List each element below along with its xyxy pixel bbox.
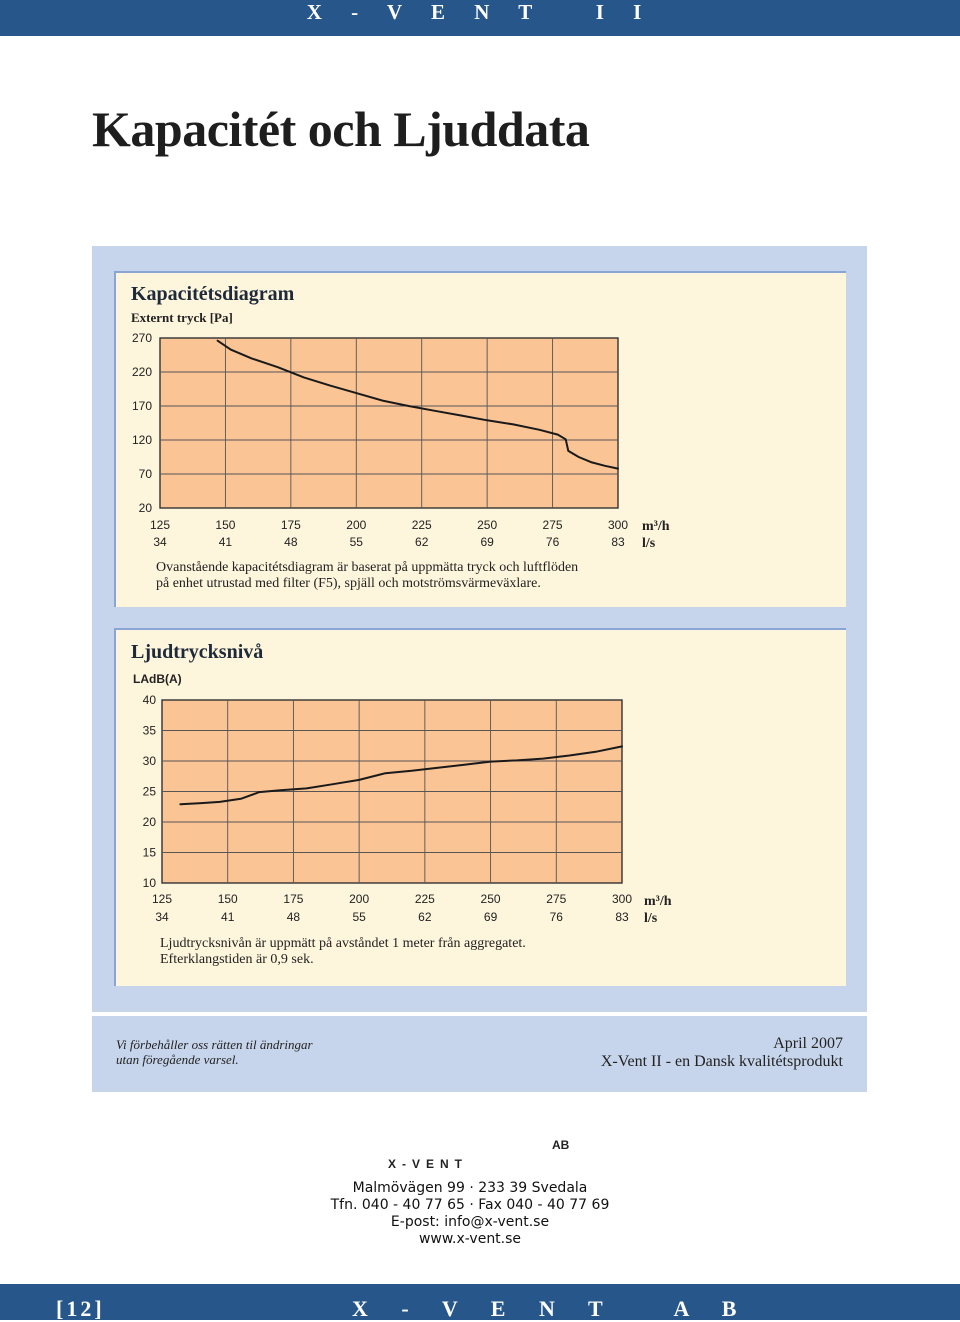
sound-subtitle: LAdB(A) — [133, 672, 182, 686]
sound-x-tick-label: 125 — [151, 892, 173, 906]
disclaimer — [116, 1037, 313, 1067]
sound-title: Ljudtrycksnivå — [131, 641, 264, 663]
sound-x-tick-label: 275 — [546, 892, 567, 906]
footer-tagline: X-Vent II - en Dansk kvalitétsprodukt — [600, 1053, 843, 1070]
capacity-x-tick-label-secondary: 69 — [480, 535, 494, 549]
sound-x-tick-label: 250 — [480, 892, 501, 906]
capacity-x-tick-label: 150 — [215, 518, 236, 532]
disclaimer-line2: utan föregående varsel. — [116, 1052, 239, 1067]
sound-y-tick-label: 35 — [142, 723, 156, 738]
capacity-y-tick-label: 70 — [138, 467, 152, 481]
capacity-x-tick-label-secondary: 48 — [284, 535, 298, 549]
capacity-y-tick-label: 170 — [131, 399, 152, 413]
sound-unit-ls: l/s — [644, 911, 658, 926]
sound-unit-m3h: m³/h — [644, 894, 672, 909]
sound-x-tick-label: 200 — [349, 892, 370, 906]
sound-x-tick-label-secondary: 34 — [155, 910, 169, 924]
sound-y-tick-label: 40 — [142, 693, 156, 707]
sound-note-line1: Ljudtrycksnivån är uppmätt på avståndet 1 meter från aggregatet. — [160, 936, 526, 951]
header-title: X - V E N T I I — [306, 0, 654, 24]
capacity-chart — [120, 325, 660, 555]
sound-x-tick-label-secondary: 55 — [352, 910, 366, 924]
capacity-note-line1: Ovanstående kapacitétsdiagram är baserat på uppmätta tryck och luftflöden — [156, 560, 579, 575]
capacity-y-tick-label: 270 — [131, 331, 152, 345]
capacity-y-tick-label: 20 — [138, 501, 152, 515]
sound-x-tick-label: 225 — [414, 892, 435, 906]
sound-y-tick-label: 15 — [142, 845, 156, 860]
capacity-x-tick-label: 300 — [607, 518, 629, 532]
contact-info — [280, 1180, 660, 1248]
footer-date: April 2007 — [773, 1035, 843, 1052]
sound-x-tick-label: 300 — [611, 892, 633, 906]
capacity-y-tick-label: 220 — [131, 365, 152, 379]
sound-x-tick-label-secondary: 41 — [221, 910, 235, 924]
sound-y-tick-label: 25 — [142, 784, 156, 799]
capacity-unit-m3h: m³/h — [642, 519, 670, 534]
capacity-x-tick-label: 175 — [280, 518, 301, 532]
footer-right — [601, 1035, 843, 1071]
sound-x-tick-label-secondary: 76 — [549, 910, 563, 924]
company-email: E-post: info@x-vent.se — [390, 1214, 550, 1230]
capacity-x-tick-label-secondary: 62 — [415, 535, 429, 549]
sound-note-line2: Efterklangstiden är 0,9 sek. — [160, 952, 314, 967]
sound-x-tick-label-secondary: 62 — [418, 910, 432, 924]
capacity-x-tick-label: 250 — [477, 518, 498, 532]
capacity-x-tick-label-secondary: 41 — [218, 535, 233, 549]
page-number: [12] — [56, 1296, 105, 1321]
sound-y-tick-label: 10 — [142, 876, 156, 890]
sound-note — [160, 936, 526, 968]
logo-text: X-VENT — [388, 1157, 469, 1171]
company-website: www.x-vent.se — [418, 1231, 522, 1247]
sound-x-tick-label-secondary: 83 — [615, 910, 629, 924]
capacity-x-tick-label: 225 — [411, 518, 432, 532]
sound-x-tick-label: 175 — [283, 892, 304, 906]
sound-chart — [120, 688, 660, 928]
capacity-x-tick-label-secondary: 83 — [611, 535, 625, 549]
sound-x-tick-label-secondary: 69 — [483, 910, 498, 924]
capacity-title: Kapacitétsdiagram — [131, 283, 295, 305]
logo-suffix: AB — [552, 1138, 570, 1152]
company-address: Malmövägen 99 · 233 39 Svedala — [352, 1180, 588, 1196]
capacity-x-tick-label: 200 — [346, 518, 367, 532]
x-vent-logo — [388, 1136, 578, 1172]
sound-x-tick-label: 150 — [217, 892, 238, 906]
sound-y-tick-label: 20 — [142, 815, 156, 829]
capacity-unit-ls: l/s — [642, 536, 656, 551]
page-title: Kapacitét och Ljuddata — [92, 101, 590, 157]
capacity-x-tick-label-secondary: 55 — [349, 535, 363, 549]
capacity-note-line2: på enhet utrustad med filter (F5), spjäll och motströmsvärmeväxlare. — [156, 576, 541, 591]
capacity-x-tick-label-secondary: 76 — [545, 535, 560, 549]
bottom-brand: X - V E N T A B — [352, 1296, 751, 1321]
capacity-plot-area — [160, 338, 618, 508]
sound-x-tick-label-secondary: 48 — [286, 910, 301, 924]
capacity-x-tick-label-secondary: 34 — [153, 535, 167, 549]
capacity-note — [156, 560, 578, 592]
capacity-y-tick-label: 120 — [131, 433, 152, 447]
capacity-x-tick-label: 275 — [542, 518, 563, 532]
disclaimer-line1: Vi förbehåller oss rätten til ändringar — [116, 1037, 313, 1052]
company-phone: Tfn. 040 - 40 77 65 · Fax 040 - 40 77 69 — [330, 1197, 610, 1213]
sound-y-tick-label: 30 — [142, 754, 156, 768]
capacity-subtitle: Externt tryck [Pa] — [131, 310, 233, 325]
capacity-x-tick-label: 125 — [149, 518, 171, 532]
